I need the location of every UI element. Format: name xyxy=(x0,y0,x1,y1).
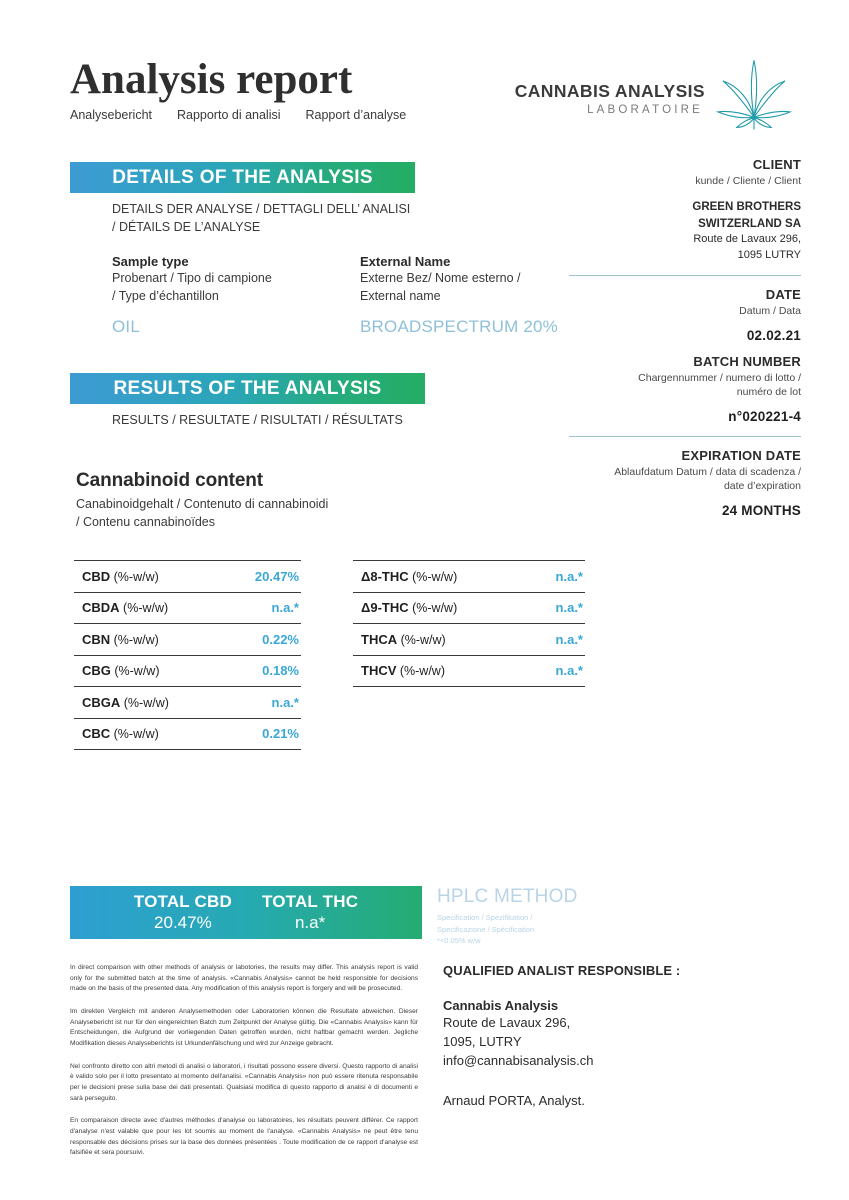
analyte-name: CBG xyxy=(82,663,111,679)
cannabinoid-table-right xyxy=(353,560,585,687)
analyte-name: THCV xyxy=(361,663,397,679)
divider xyxy=(569,275,801,276)
brand-subtitle: LABORATOIRE xyxy=(587,104,703,117)
analyte-value: n.a.* xyxy=(525,561,586,593)
batch-title: BATCH NUMBER xyxy=(693,353,801,369)
sample-type-value: OIL xyxy=(112,316,141,336)
expiration-sub-line1: Ablaufdatum Datum / data di scadenza / xyxy=(614,465,801,478)
expiration-value: 24 MONTHS xyxy=(721,502,801,518)
cannabinoid-content-heading xyxy=(76,470,328,531)
cannabinoid-sub-line1: Canabinoidgehalt / Contenuto di cannabinoidi xyxy=(76,497,329,511)
analyte-name: CBGA xyxy=(82,694,121,710)
table-row xyxy=(353,655,585,687)
cannabinoid-title: Cannabinoid content xyxy=(76,470,264,491)
date-value: 02.02.21 xyxy=(746,327,801,343)
batch-group xyxy=(569,354,801,424)
details-banner xyxy=(70,162,415,193)
table-row xyxy=(353,624,585,656)
table-row xyxy=(74,592,301,624)
table-row xyxy=(353,592,585,624)
client-addr-line2: 1095 LUTRY xyxy=(737,248,801,261)
analyst-addr-line2: 1095, LUTRY xyxy=(443,1034,522,1050)
analyte-cell: THCA (%-w/w) xyxy=(353,624,525,656)
title-block xyxy=(70,58,406,122)
analyte-cell: CBC (%-w/w) xyxy=(74,718,220,750)
details-banner-subtitle xyxy=(112,200,492,236)
analyte-cell: Δ9-THC (%-w/w) xyxy=(353,592,525,624)
analyst-title: QUALIFIED ANALIST RESPONSIBLE : xyxy=(443,963,681,978)
client-name-line1: GREEN BROTHERS xyxy=(692,201,801,214)
batch-sub-line1: Chargennummer / numero di lotto / xyxy=(638,371,801,384)
external-name-label: External Name xyxy=(360,254,451,269)
client-name-line2: SWITZERLAND SA xyxy=(698,217,801,230)
analyte-cell: CBGA (%-w/w) xyxy=(74,687,220,719)
analyst-email: info@cannabisanalysis.ch xyxy=(443,1053,594,1069)
client-addr-line1: Route de Lavaux 296, xyxy=(693,233,801,246)
analyte-cell: CBN (%-w/w) xyxy=(74,624,220,656)
external-name-field xyxy=(360,254,558,337)
analyte-cell: CBD (%-w/w) xyxy=(74,561,220,593)
analyte-name: CBC xyxy=(82,726,111,742)
disclaimer-fr: En comparaison directe avec d'autres méthodes d'analyse ou laboratoires, les résultats peuvent différer. Ce rapport d'analyse n'est valable que pour les lot soumis au moment de l'analyse. «Cannabis Analysis» ne peut être tenu responsable des décisions prises sur la base des données présentées . Toute modification de ce rapport d'analyse est falsifiée et sera poursuivi. xyxy=(70,1117,418,1157)
analyst-block xyxy=(443,963,743,1108)
hplc-title: HPLC METHOD xyxy=(437,886,578,907)
disclaimer-it: Nel confronto diretto con altri metodi di analisi o laboratori, i risultati possono essere diversi. Questo rapporto di analisi è valido solo per il lotto presentato al momento dell'analisi. «Cannabis Analysis» non può essere ritenuta responsabile per le decisioni prese sulla base dei dati presentati. Qualsiasi modifica di questo rapporto di analisi è di documenti e sarà perseguito. xyxy=(70,1062,418,1102)
expiration-subtitle xyxy=(569,465,801,494)
title-subtitle-fr: Rapport d’analyse xyxy=(305,108,407,122)
table-row xyxy=(74,687,301,719)
analyte-value: 0.22% xyxy=(220,624,301,656)
analyte-value: n.a.* xyxy=(220,592,301,624)
hplc-subtitle xyxy=(437,912,667,947)
external-name-value: BROADSPECTRUM 20% xyxy=(360,316,558,336)
divider xyxy=(569,436,801,437)
external-name-sub-line1: Externe Bez/ Nome esterno / xyxy=(360,271,521,285)
batch-subtitle xyxy=(569,371,801,400)
title-subtitle-de: Analysebericht xyxy=(70,108,152,122)
page-title: Analysis report xyxy=(70,56,353,103)
total-thc-cell xyxy=(262,892,358,933)
analyst-addr-line1: Route de Lavaux 296, xyxy=(443,1015,571,1030)
sample-type-field xyxy=(112,254,272,337)
analyte-value: 0.18% xyxy=(220,655,301,687)
title-subtitle-it: Rapporto di analisi xyxy=(176,108,281,122)
total-cbd-cell xyxy=(134,892,232,933)
expiration-group xyxy=(569,448,801,518)
table-row xyxy=(74,624,301,656)
client-subtitle: kunde / Cliente / Client xyxy=(695,175,801,187)
analyst-signer: Arnaud PORTA, Analyst. xyxy=(443,1092,585,1108)
batch-sub-line2: numéro de lot xyxy=(736,386,801,399)
analyte-value: n.a.* xyxy=(525,592,586,624)
analyte-value: 0.21% xyxy=(220,718,301,750)
client-title: CLIENT xyxy=(752,157,801,172)
details-banner-label: DETAILS OF THE ANALYSIS xyxy=(112,166,373,188)
analyte-name: CBN xyxy=(82,631,111,647)
analyte-name: Δ9-THC xyxy=(361,600,409,616)
cannabis-leaf-icon xyxy=(711,50,797,136)
details-sub-line1: DETAILS DER ANALYSE / DETTAGLI DELL’ ANALISI xyxy=(112,202,411,216)
title-subtitles xyxy=(70,108,406,122)
results-banner-subtitle: RESULTS / RESULTATE / RISULTATI / RÉSULTATS xyxy=(112,413,403,427)
analyte-value: n.a.* xyxy=(525,624,586,656)
analyte-name: THCA xyxy=(361,631,398,647)
cannabinoid-subtitle xyxy=(76,495,328,531)
totals-banner xyxy=(70,886,422,939)
external-name-sub xyxy=(360,270,558,306)
disclaimer-block xyxy=(70,963,418,1171)
external-name-sub-line2: External name xyxy=(360,288,441,303)
details-sub-line2: / DÉTAILS DE L’ANALYSE xyxy=(112,220,261,235)
cannabinoid-table-left xyxy=(74,560,301,750)
analyte-name: CBDA xyxy=(82,600,120,616)
hplc-method-block xyxy=(437,886,667,947)
analyte-cell: CBDA (%-w/w) xyxy=(74,592,220,624)
total-thc-label: TOTAL THC xyxy=(261,892,359,911)
sample-type-label: Sample type xyxy=(112,254,189,269)
expiration-title: EXPIRATION DATE xyxy=(681,447,801,463)
brand-logo-block xyxy=(515,62,797,136)
total-cbd-label: TOTAL CBD xyxy=(133,892,232,911)
spacer xyxy=(569,345,801,354)
hplc-sub-line2: Specificazione / Spécification xyxy=(437,924,535,934)
report-header xyxy=(0,0,849,145)
meta-column xyxy=(569,157,801,520)
date-group xyxy=(569,287,801,342)
analyte-name: Δ8-THC xyxy=(361,568,409,584)
analyte-name: CBD xyxy=(82,568,111,584)
analyte-value: n.a.* xyxy=(220,687,301,719)
client-group xyxy=(569,157,801,263)
analyte-value: 20.47% xyxy=(220,561,301,593)
disclaimer-de: Im direkten Vergleich mit anderen Analysemethoden oder Laboratorien können die Resultate abweichen. Dieser Analysebericht ist nur für den eingereichten Batch zum Zeitpunkt der Analyse gültig. Die «Cannabis Analysis» kann für Entscheidungen, die Aufgrund der vorliegenden Daten getroffen wurden, nicht haftbar gemacht werden. Jegliche Modifikation dieses Analyseberichts ist Urkundenfälschung und wird zur Anzeige gebracht. xyxy=(70,1008,418,1048)
analyst-company: Cannabis Analysis xyxy=(443,998,559,1013)
results-banner xyxy=(70,373,425,404)
table-row xyxy=(74,561,301,593)
analyte-cell: THCV (%-w/w) xyxy=(353,655,525,687)
brand-text xyxy=(515,82,705,116)
analyte-cell: CBG (%-w/w) xyxy=(74,655,220,687)
total-cbd-value: 20.47% xyxy=(154,913,212,932)
cannabinoid-sub-line2: / Contenu cannabinoïdes xyxy=(76,515,215,530)
expiration-sub-line2: date d’expiration xyxy=(723,480,801,493)
sample-type-sub-line2: / Type d’échantillon xyxy=(112,288,219,303)
sample-type-sub-line1: Probenart / Tipo di campione xyxy=(112,271,272,285)
date-title: DATE xyxy=(765,287,801,303)
brand-name: CANNABIS ANALYSIS xyxy=(514,80,705,101)
sample-type-sub xyxy=(112,270,272,306)
analyte-value: n.a.* xyxy=(525,655,586,687)
date-subtitle: Datum / Data xyxy=(739,305,801,318)
results-banner-label: RESULTS OF THE ANALYSIS xyxy=(113,377,382,399)
disclaimer-en: In direct comparison with other methods of analysis or labotories, the results may differ. This analysis report is valid only for the submitted batch at the time of analysis. «Cannabis Analysis» cannot be held responsible for decisions made on the basis of the presented data. Any modification of this analysis report is forgery and will be prosecuted. xyxy=(70,964,418,993)
hplc-sub-line3: *<0.05% w/w xyxy=(437,936,481,946)
analyte-cell: Δ8-THC (%-w/w) xyxy=(353,561,525,593)
total-thc-value: n.a* xyxy=(294,913,326,932)
batch-value: n°020221-4 xyxy=(728,408,801,424)
table-row xyxy=(74,655,301,687)
table-row xyxy=(74,718,301,750)
hplc-sub-line1: Specification / Spezifikation / xyxy=(437,913,533,922)
client-address xyxy=(569,199,801,263)
table-row xyxy=(353,561,585,593)
